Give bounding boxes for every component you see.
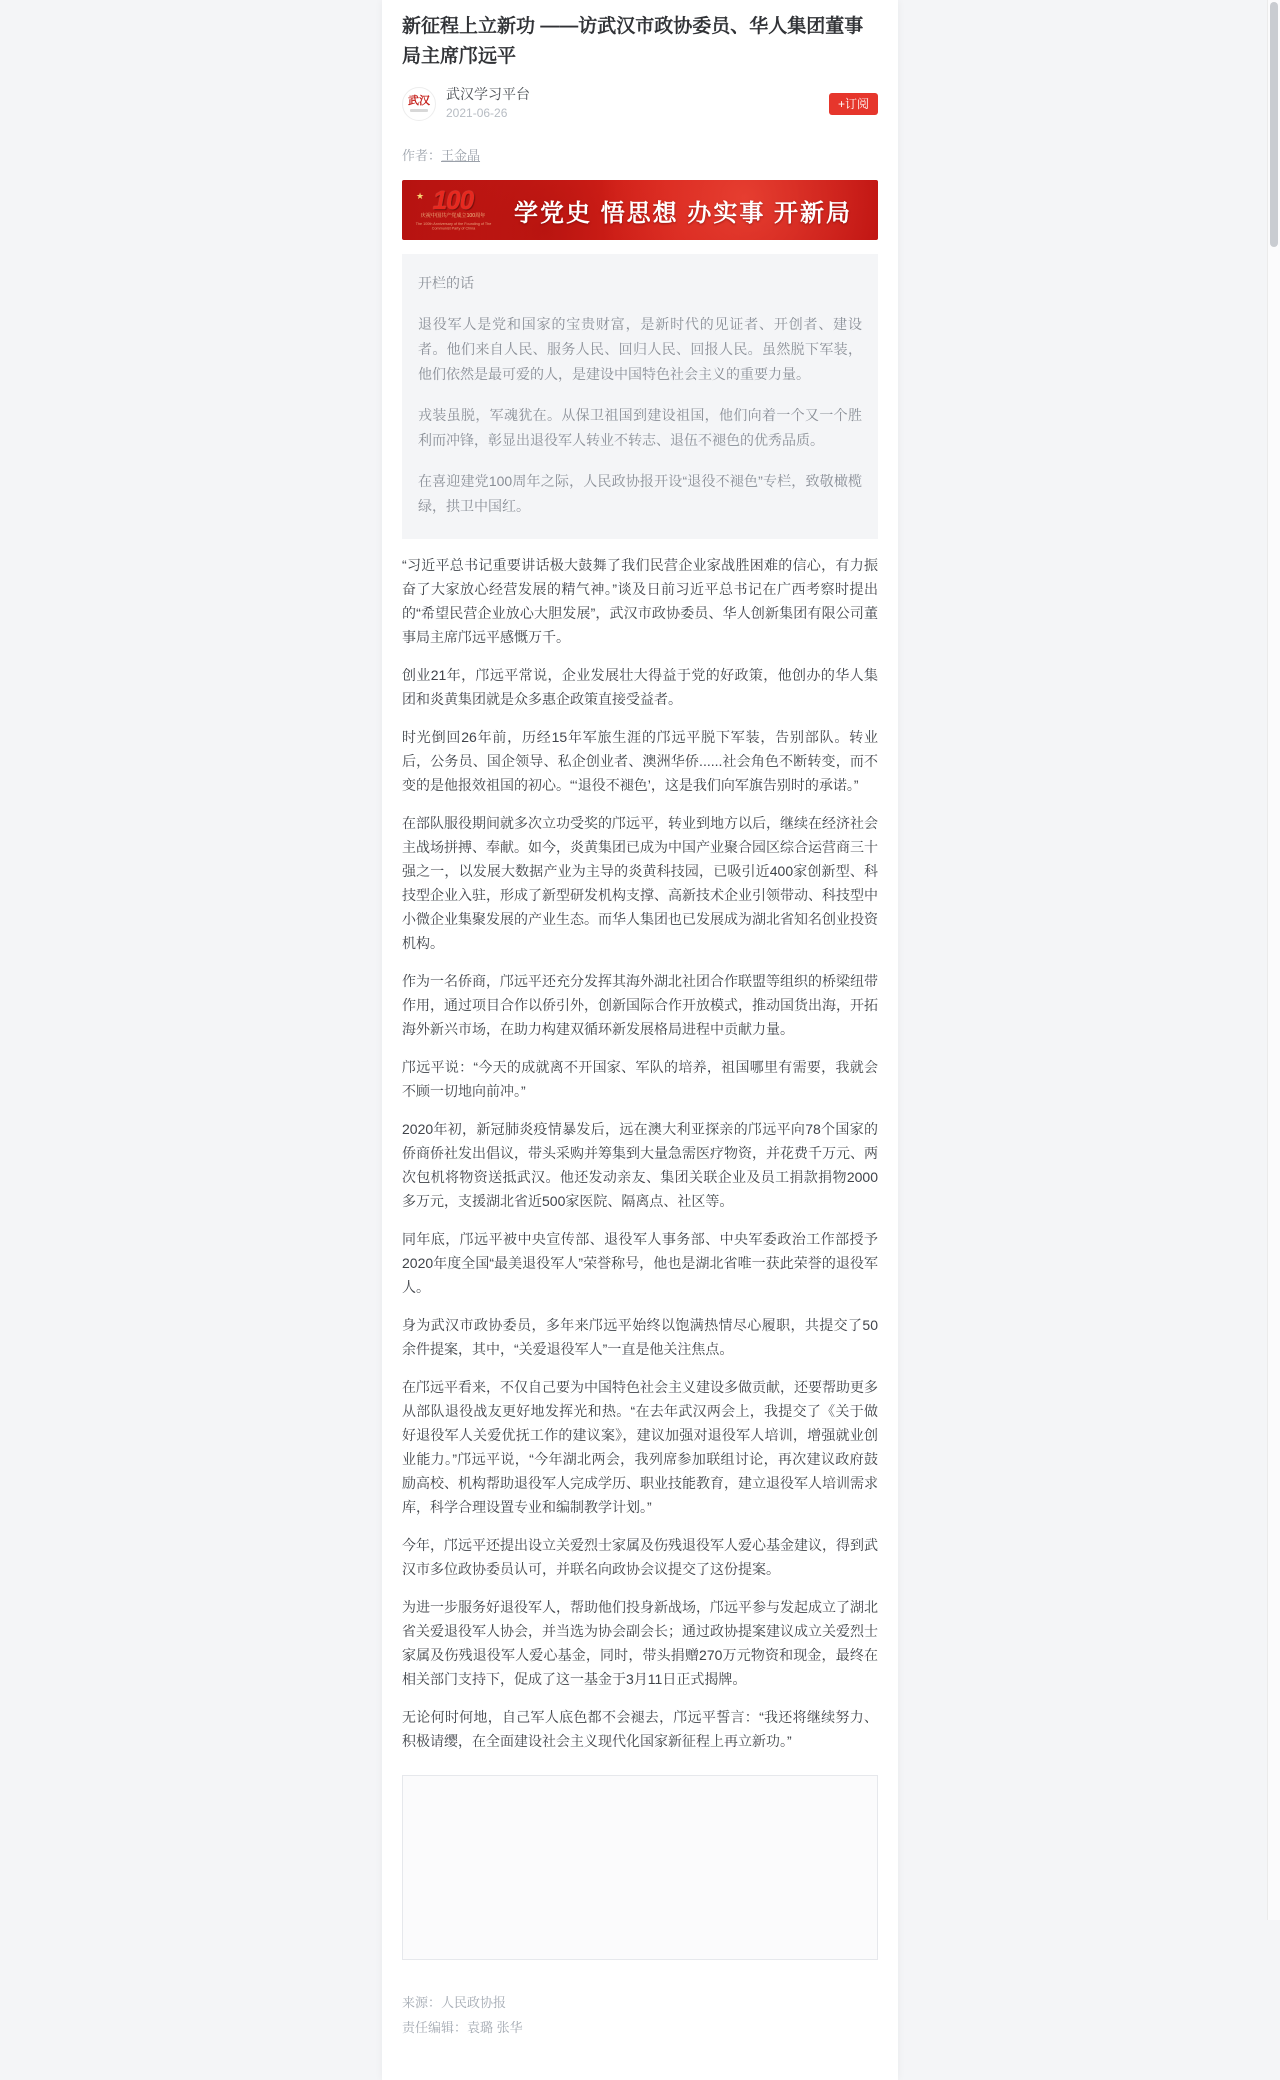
party-100-logo-icon (402, 184, 498, 234)
intro-box (402, 254, 878, 539)
source-line: 来源：人民政协报 (402, 1995, 507, 2010)
article-paragraph: 邝远平说：“今天的成就离不开国家、军队的培养，祖国哪里有需要，我就会不顾一切地向前冲。” (402, 1059, 878, 1099)
article-paragraph: 今年，邝远平还提出设立关爱烈士家属及伤残退役军人爱心基金建议，得到武汉市多位政协委员认可，并联名向政协会议提交了这份提案。 (402, 1537, 878, 1577)
article-paragraph: 身为武汉市政协委员，多年来邝远平始终以饱满热情尽心履职，共提交了50余件提案，其中，“关爱退役军人”一直是他关注焦点。 (402, 1317, 878, 1357)
publisher-name[interactable]: 武汉学习平台 (446, 86, 530, 102)
author-name[interactable]: 王金晶 (441, 148, 481, 163)
intro-paragraph: 在喜迎建党100周年之际，人民政协报开设“退役不褪色”专栏，致敬橄榄绿，拱卫中国红。 (418, 473, 862, 514)
editor-line: 责任编辑：袁璐 张华 (402, 2020, 523, 2035)
article-paragraph: 无论何时何地，自己军人底色都不会褪去，邝远平誓言：“我还将继续努力、积极请缨，在全面建设社会主义现代化国家新征程上再立新功。” (402, 1709, 878, 1749)
banner-headline: 学党史 悟思想 办实事 开新局 (513, 199, 852, 227)
publisher-info (446, 86, 530, 121)
subscribe-button[interactable]: +订阅 (829, 93, 878, 115)
scrollbar-track[interactable] (1267, 0, 1280, 1920)
scrollbar-thumb[interactable] (1270, 2, 1278, 247)
publisher-logo-icon: 武汉 (408, 95, 430, 107)
article-card (382, 0, 898, 2080)
author-line (402, 145, 878, 164)
intro-title: 开栏的话 (418, 275, 474, 291)
publisher-row (402, 86, 878, 121)
logo-caption-en: The 100th Anniversary of the Founding of The Communist Party of China (415, 222, 491, 231)
article-paragraph: 在邝远平看来，不仅自己要为中国特色社会主义建设多做贡献，还要帮助更多从部队退役战友更好地发挥光和热。“在去年武汉两会上，我提交了《关于做好退役军人关爱优抚工作的建议案》，建议加强对退役军人培训，增强就业创业能力。”邝远平说，“今年湖北两会，我列席参加联组讨论，再次建议政府鼓励高校、机构帮助退役军人完成学历、职业技能教育，建立退役军人培训需求库，科学合理设置专业和编制教学计划。” (402, 1379, 878, 1515)
publish-date: 2021-06-26 (446, 106, 508, 120)
publisher-logo-caption (410, 109, 428, 112)
article-footer (402, 1990, 878, 2040)
intro-paragraph: 戎装虽脱，军魂犹在。从保卫祖国到建设祖国，他们向着一个又一个胜利而冲锋，彰显出退役军人转业不转志、退伍不褪色的优秀品质。 (418, 407, 862, 448)
article-paragraph: 作为一名侨商，邝远平还充分发挥其海外湖北社团合作联盟等组织的桥梁纽带作用，通过项目合作以侨引外，创新国际合作开放模式，推动国货出海，开拓海外新兴市场，在助力构建双循环新发展格局进程中贡献力量。 (402, 973, 878, 1037)
article-paragraph: 同年底，邝远平被中央宣传部、退役军人事务部、中央军委政治工作部授予2020年度全国“最美退役军人”荣誉称号，他也是湖北省唯一获此荣誉的退役军人。 (402, 1231, 878, 1295)
party-emblem-icon: ★ (416, 190, 425, 201)
article-paragraph: “习近平总书记重要讲话极大鼓舞了我们民营企业家战胜困难的信心，有力振奋了大家放心经营发展的精气神。”谈及日前习近平总书记在广西考察时提出的“希望民营企业放心大胆发展”，武汉市政协委员、华人创新集团有限公司董事局主席邝远平感慨万千。 (402, 557, 878, 645)
article-body (402, 553, 878, 1753)
article-paragraph: 在部队服役期间就多次立功受奖的邝远平，转业到地方以后，继续在经济社会主战场拼搏、奉献。如今，炎黄集团已成为中国产业聚合园区综合运营商三十强之一，以发展大数据产业为主导的炎黄科技园，已吸引近400家创新型、科技型企业入驻，形成了新型研发机构支撑、高新技术企业引领带动、科技型中小微企业集聚发展的产业生态。而华人集团也已发展成为湖北省知名创业投资机构。 (402, 815, 878, 951)
page-title: 新征程上立新功 ——访武汉市政协委员、华人集团董事局主席邝远平 (402, 16, 864, 67)
media-placeholder (402, 1775, 878, 1960)
logo-caption-cn: 庆祝中国共产党成立100周年 (420, 213, 486, 219)
article-paragraph: 创业21年，邝远平常说，企业发展壮大得益于党的好政策，他创办的华人集团和炎黄集团就是众多惠企政策直接受益者。 (402, 667, 878, 707)
intro-paragraph: 退役军人是党和国家的宝贵财富，是新时代的见证者、开创者、建设者。他们来自人民、服务人民、回归人民、回报人民。虽然脱下军装，他们依然是最可爱的人，是建设中国特色社会主义的重要力量。 (418, 316, 862, 382)
logo-100-number: ★ 100 (416, 184, 474, 215)
article-paragraph: 为进一步服务好退役军人，帮助他们投身新战场，邝远平参与发起成立了湖北省关爱退役军人协会，并当选为协会副会长；通过政协提案建议成立关爱烈士家属及伤残退役军人爱心基金，同时，带头捐赠270万元物资和现金，最终在相关部门支持下，促成了这一基金于3月11日正式揭牌。 (402, 1599, 878, 1687)
author-label: 作者： (402, 148, 442, 163)
campaign-banner[interactable] (402, 180, 878, 240)
article-paragraph: 2020年初，新冠肺炎疫情暴发后，远在澳大利亚探亲的邝远平向78个国家的侨商侨社发出倡议，带头采购并筹集到大量急需医疗物资，并花费千万元、两次包机将物资送抵武汉。他还发动亲友、集团关联企业及员工捐款捐物2000多万元，支援湖北省近500家医院、隔离点、社区等。 (402, 1121, 878, 1209)
article-paragraph: 时光倒回26年前，历经15年军旅生涯的邝远平脱下军装，告别部队。转业后，公务员、国企领导、私企创业者、澳洲华侨......社会角色不断转变，而不变的是他报效祖国的初心。“‘退役不褪色’，这是我们向军旗告别时的承诺。” (402, 729, 878, 793)
publisher-avatar[interactable] (402, 87, 436, 121)
